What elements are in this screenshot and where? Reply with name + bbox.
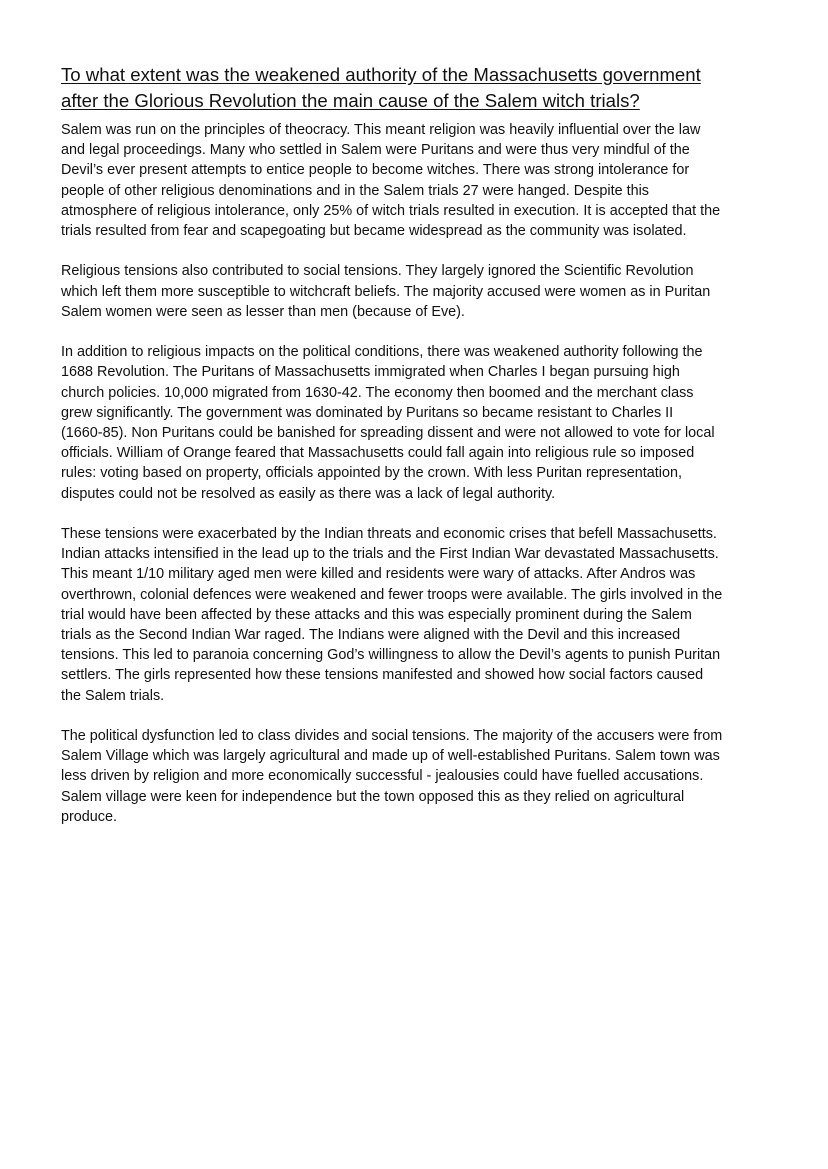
- paragraph-line: Salem women were seen as lesser than men (because of Eve).: [61, 303, 465, 320]
- paragraph-line: produce.: [61, 808, 118, 825]
- paragraph-line: Salem Village which was largely agricultural and made up of well-established Puritans. Salem town was: [61, 748, 720, 765]
- paragraph: [61, 120, 771, 241]
- paragraph-line: less driven by religion and more economically successful - jealousies could have fuelled accusations.: [61, 768, 704, 785]
- paragraph-line: which left them more susceptible to witchcraft beliefs. The majority accused were women as in Puritan: [61, 283, 711, 300]
- paragraph-line: These tensions were exacerbated by the Indian threats and economic crises that befell Massachusetts.: [61, 526, 717, 543]
- essay-body: [61, 120, 771, 827]
- paragraph-line: the Salem trials.: [61, 687, 165, 704]
- paragraph-line: people of other religious denominations and in the Salem trials 27 were hanged. Despite this: [61, 182, 649, 199]
- paragraph: [61, 524, 771, 706]
- paragraph-line: (1660-85). Non Puritans could be banished for spreading dissent and were not allowed to vote for local: [61, 425, 715, 442]
- paragraph-line: overthrown, colonial defences were weakened and fewer troops were available. The girls involved in the: [61, 586, 723, 603]
- document-page: [61, 62, 771, 847]
- paragraph-line: rules: voting based on property, officials appointed by the crown. With less Puritan representation,: [61, 465, 683, 482]
- paragraph-line: Salem village were keen for independence but the town opposed this as they relied on agricultural: [61, 788, 685, 805]
- paragraph-line: 1688 Revolution. The Puritans of Massachusetts immigrated when Charles I began pursuing high: [61, 364, 680, 381]
- paragraph-line: Indian attacks intensified in the lead up to the trials and the First Indian War devastated Massachusetts.: [61, 546, 719, 563]
- paragraph: [61, 726, 771, 827]
- paragraph-line: grew significantly. The government was dominated by Puritans so became resistant to Charles II: [61, 404, 674, 421]
- paragraph-line: trial would have been affected by these attacks and this was especially prominent during the Salem: [61, 606, 692, 623]
- paragraph-line: Salem was run on the principles of theocracy. This meant religion was heavily influential over the law: [61, 122, 701, 138]
- title-line: To what extent was the weakened authority of the Massachusetts government: [61, 64, 701, 85]
- paragraph-line: This meant 1/10 military aged men were killed and residents were wary of attacks. After Andros was: [61, 566, 696, 583]
- paragraph-line: atmosphere of religious intolerance, only 25% of witch trials resulted in execution. It is accepted that the: [61, 202, 721, 219]
- paragraph-line: church policies. 10,000 migrated from 1630-42. The economy then boomed and the merchant class: [61, 384, 694, 401]
- paragraph-line: and legal proceedings. Many who settled in Salem were Puritans and were thus very mindful of the: [61, 142, 690, 159]
- paragraph-line: In addition to religious impacts on the political conditions, there was weakened authority following the: [61, 344, 703, 361]
- paragraph-line: Devil’s ever present attempts to entice people to become witches. There was strong intolerance for: [61, 162, 690, 179]
- paragraph: [61, 261, 771, 322]
- paragraph-line: settlers. The girls represented how these tensions manifested and showed how social factors caused: [61, 667, 704, 684]
- paragraph-line: Religious tensions also contributed to social tensions. They largely ignored the Scientific Revolution: [61, 263, 694, 280]
- title-line: after the Glorious Revolution the main cause of the Salem witch trials?: [61, 90, 640, 111]
- essay-title: [61, 62, 771, 114]
- paragraph-line: trials resulted from fear and scapegoating but became widespread as the community was isolated.: [61, 223, 687, 240]
- paragraph: [61, 342, 771, 504]
- paragraph-line: trials as the Second Indian War raged. The Indians were aligned with the Devil and this increased: [61, 627, 681, 644]
- paragraph-line: tensions. This led to paranoia concerning God’s willingness to allow the Devil’s agents to punish Puritan: [61, 647, 721, 664]
- paragraph-line: officials. William of Orange feared that Massachusetts could fall again into religious rule so imposed: [61, 445, 695, 462]
- paragraph-line: The political dysfunction led to class divides and social tensions. The majority of the accusers were from: [61, 728, 723, 745]
- paragraph-line: disputes could not be resolved as easily as there was a lack of legal authority.: [61, 485, 556, 502]
